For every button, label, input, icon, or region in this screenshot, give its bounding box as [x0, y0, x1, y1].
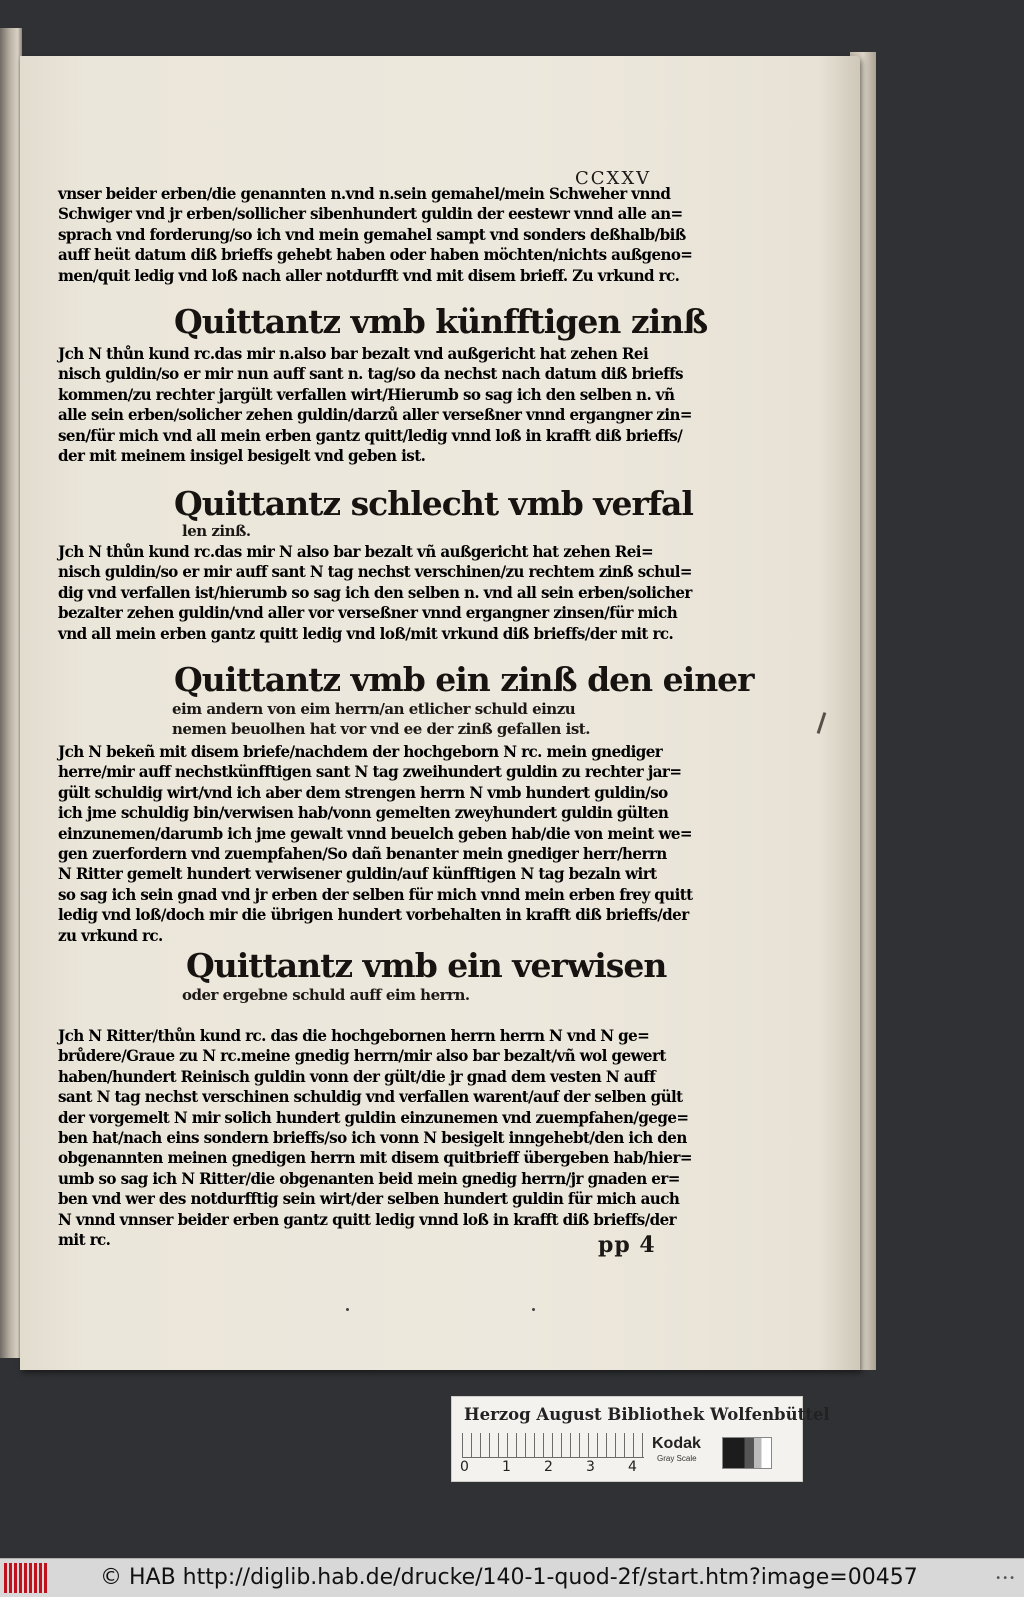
section-body: [58, 542, 708, 644]
section-body: [58, 1026, 708, 1250]
text-line: Jch N thůn kund rc.das mir n.also bar bezalt vnd außgericht hat zehen Rei: [58, 344, 649, 363]
ruler-number: 2: [544, 1459, 553, 1475]
text-line: haben/hundert Reinisch guldin vonn der gült/die jr gnad dem vesten N auff: [58, 1066, 656, 1086]
text-line: mit rc.: [58, 1230, 111, 1250]
text-line: ben hat/nach eins sondern brieffs/so ich vonn N besigelt inngehebt/den ich den: [58, 1128, 687, 1148]
text-line: N Ritter gemelt hundert verwisener guldin/auf künfftigen N tag bezaln wirt: [58, 864, 657, 884]
text-line: Jch N bekeñ mit disem briefe/nachdem der hochgeborn N rc. mein gnediger: [58, 742, 663, 761]
section-body: [58, 742, 708, 946]
left-page-edge: [0, 28, 22, 1358]
section-subheading: eim andern von eim herrn/an etlicher schuld einzu: [172, 700, 576, 718]
ruler-number: 0: [460, 1459, 469, 1475]
section-heading: Quittantz schlecht vmb verfal: [174, 484, 693, 523]
ruler-number: 4: [628, 1459, 637, 1475]
text-line: dig vnd verfallen ist/hierumb so sag ich den selben n. vnd all sein erben/solicher: [58, 582, 692, 602]
text-line: brůdere/Graue zu N rc.meine gnedig herrn/mir also bar bezalt/vñ wol gewert: [58, 1046, 666, 1066]
ruler-number: 1: [502, 1459, 511, 1475]
section-heading: Quittantz vmb ein verwisen: [186, 946, 667, 985]
text-line: Jch N thůn kund rc.das mir N also bar bezalt vñ außgericht hat zehen Rei=: [58, 542, 654, 561]
section-heading: Quittantz vmb künfftigen zinß: [174, 302, 708, 341]
text-line: vnser beider erben/die genannten n.vnd n.sein gemahel/mein Schweher vnnd: [58, 184, 671, 203]
text-line: herre/mir auff nechstkünfftigen sant N tag zweihundert guldin zu rechter jar=: [58, 762, 682, 782]
text-line: sant N tag nechst verschinen schuldig vnd verfallen warent/auf der selben gült: [58, 1087, 683, 1107]
gray-scale-label: Gray Scale: [657, 1454, 697, 1463]
text-line: Schwiger vnd jr erben/sollicher sibenhundert guldin der eestewr vnnd alle an=: [58, 204, 683, 224]
text-line: nisch guldin/so er mir nun auff sant n. tag/so da nechst nach datum diß brieffs: [58, 364, 683, 384]
text-line: vnd all mein erben gantz quitt ledig vnd loß/mit vrkund diß brieffs/der mit rc.: [58, 623, 674, 643]
text-line: sprach vnd forderung/so ich vnd mein gemahel sampt vnd sonders deßhalb/biß: [58, 224, 686, 244]
text-line: ledig vnd loß/doch mir die übrigen hundert vorbehalten in krafft diß brieffs/der: [58, 905, 689, 925]
page-speck: [346, 1308, 349, 1311]
text-line: einzunemen/darumb ich jme gewalt vnnd beuelch geben hab/die von meint we=: [58, 823, 692, 843]
text-line: nisch guldin/so er mir auff sant N tag nechst verschinen/zu rechtem zinß schul=: [58, 562, 692, 582]
folio-number: CCXXV: [575, 168, 652, 189]
library-name: Herzog August Bibliothek Wolfenbüttel: [464, 1405, 830, 1424]
text-line: ich jme schuldig bin/verwisen hab/vonn gemelten zweyhundert guldin gülten: [58, 803, 669, 823]
kodak-logo: Kodak: [652, 1435, 701, 1452]
copyright-url[interactable]: © HAB http://diglib.hab.de/drucke/140-1-quod-2f/start.htm?image=00457: [100, 1565, 918, 1590]
text-line: sen/für mich vnd all mein erben gantz quitt/ledig vnnd loß in krafft diß brieffs/: [58, 425, 683, 445]
ruler-number: 3: [586, 1459, 595, 1475]
text-line: ben vnd wer des notdurfftig sein wirt/der selben hundert guldin für mich auch: [58, 1189, 680, 1209]
text-line: bezalter zehen guldin/vnd aller vor verseßner vnnd ergangner zinsen/für mich: [58, 603, 678, 623]
text-line: gen zuerfordern vnd zuempfahen/So dañ benanter mein gnediger herr/herrn: [58, 844, 667, 864]
section-subheading: oder ergebne schuld auff eim herrn.: [182, 986, 470, 1004]
text-line: der mit meinem insigel besigelt vnd geben ist.: [58, 446, 426, 466]
signature-mark: pp 4: [598, 1232, 656, 1258]
text-line: zu vrkund rc.: [58, 925, 163, 945]
section-subheading: nemen beuolhen hat vor vnd ee der zinß gefallen ist.: [172, 720, 590, 738]
more-icon[interactable]: •••: [995, 1573, 1016, 1584]
text-line: men/quit ledig vnd loß nach aller notdurfft vnd mit disem brieff. Zu vrkund rc.: [58, 265, 680, 285]
hab-logo-icon: [4, 1563, 48, 1593]
text-line: alle sein erben/solicher zehen guldin/darzů aller verseßner vnnd ergangner zin=: [58, 405, 692, 425]
text-line: obgenannten meinen gnedigen herrn mit disem quitbrieff übergeben hab/hier=: [58, 1148, 692, 1168]
section-body: [58, 344, 708, 466]
gray-scale-swatch: [722, 1437, 772, 1469]
scale-ruler: [462, 1433, 644, 1458]
text-line: der vorgemelt N mir solich hundert guldin einzunemen vnd zuempfahen/gege=: [58, 1107, 689, 1127]
text-line: gült schuldig wirt/vnd ich aber dem strengen herrn N vmb hundert guldin/so: [58, 782, 668, 802]
section-heading: Quittantz vmb ein zinß den einer: [174, 660, 754, 699]
section-subheading: len zinß.: [182, 522, 251, 540]
text-line: umb so sag ich N Ritter/die obgenanten beid mein gnedig herrn/jr gnaden er=: [58, 1168, 680, 1188]
text-line: so sag ich sein gnad vnd jr erben der selben für mich vnnd mein erben frey quitt: [58, 884, 693, 904]
page-speck: [532, 1308, 535, 1311]
text-line: kommen/zu rechter jargült verfallen wirt/Hierumb so sag ich den selben n. vñ: [58, 384, 675, 404]
opening-paragraph: [58, 184, 708, 286]
text-line: N vnnd vnnser beider erben gantz quitt ledig vnnd loß in krafft diß brieffs/der: [58, 1209, 677, 1229]
footer-bar: [0, 1558, 1024, 1597]
text-line: auff heüt datum diß brieffs gehebt haben oder haben möchten/nichts außgeno=: [58, 245, 693, 265]
color-target: [451, 1396, 830, 1482]
text-line: Jch N Ritter/thůn kund rc. das die hochgebornen herrn herrn N vnd N ge=: [58, 1026, 650, 1045]
